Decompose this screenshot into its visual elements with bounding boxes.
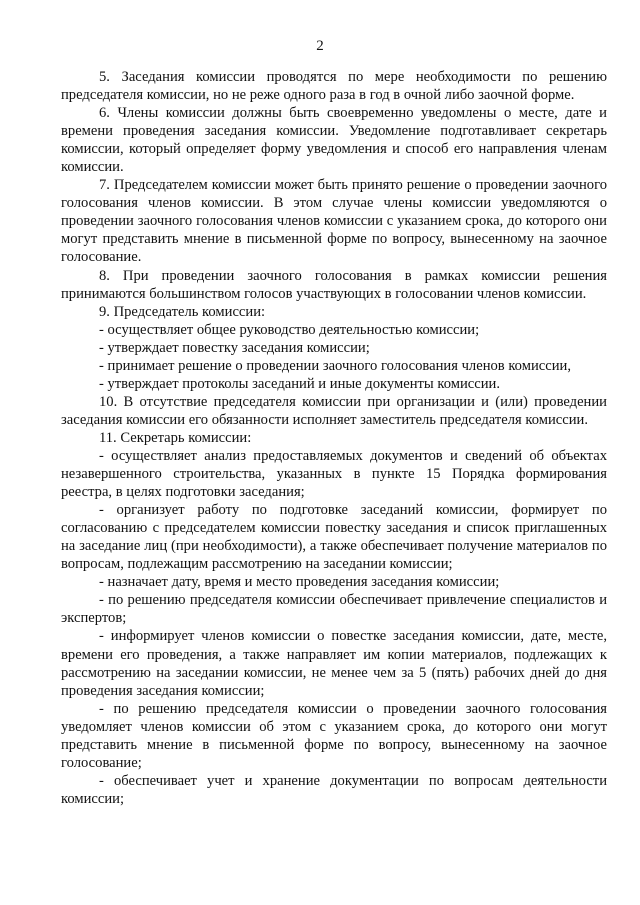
secretary-duty-2: - организует работу по подготовке заседаний комиссии, формирует по согласованию с председателем комиссии повестку заседания и список приглашенных на заседание лиц (при необходимости), а также обеспечивает получение материалов по вопросам, подлежащим рассмотрению на заседании комиссии;: [61, 502, 607, 573]
paragraph-item-11-heading: 11. Секретарь комиссии:: [99, 429, 252, 446]
secretary-duty-3: - назначает дату, время и место проведения заседания комиссии;: [99, 574, 500, 591]
secretary-duty-1: - осуществляет анализ предоставляемых документов и сведений об объектах незавершенного строительства, указанных в пункте 15 Порядка формирования реестра, в целях подготовки заседания;: [61, 447, 607, 501]
secretary-duty-6: - по решению председателя комиссии о проведении заочного голосования уведомляет членов комиссии об этом с указанием срока, до которого они могут представить мнение в письменной форме по вопросу, вынесенному на заочное голосование;: [61, 700, 607, 771]
page-number: 2: [316, 38, 324, 54]
paragraph-item-6: 6. Члены комиссии должны быть своевременно уведомлены о месте, дате и времени проведения заседания комиссии. Уведомление подготавливает секретарь комиссии, который определяет форму уведомления и способ его направления членам комиссии.: [61, 105, 607, 176]
secretary-duty-7: - обеспечивает учет и хранение документации по вопросам деятельности комиссии;: [61, 772, 607, 807]
paragraph-item-9-heading: 9. Председатель комиссии:: [99, 303, 266, 320]
chairman-duty-2: - утверждает повестку заседания комиссии;: [99, 339, 370, 356]
secretary-duty-5: - информирует членов комиссии о повестке заседания комиссии, дате, месте, времени его проведения, а также направляет им копии материалов, подлежащих к рассмотрению на заседании комиссии, не менее чем за 5 (пять) рабочих дней до дня проведения заседания комиссии;: [61, 628, 607, 699]
paragraph-item-8: 8. При проведении заочного голосования в рамках комиссии решения принимаются большинством голосов участвующих в голосовании членов комиссии.: [61, 267, 607, 302]
document-body: [61, 68, 607, 808]
paragraph-item-7: 7. Председателем комиссии может быть принято решение о проведении заочного голосования членов комиссии. В этом случае члены комиссии уведомляются о проведении заочного голосования членов комиссии с указанием срока, до которого они могут представить мнение в письменной форме по вопросу, вынесенному на заочное голосование.: [61, 177, 607, 266]
chairman-duty-1: - осуществляет общее руководство деятельностью комиссии;: [99, 321, 480, 338]
chairman-duty-4: - утверждает протоколы заседаний и иные документы комиссии.: [99, 375, 501, 392]
chairman-duty-3: - принимает решение о проведении заочного голосования членов комиссии,: [99, 357, 571, 374]
paragraph-item-10: 10. В отсутствие председателя комиссии при организации и (или) проведении заседания комиссии его обязанности исполняет заместитель председателя комиссии.: [61, 393, 607, 428]
paragraph-item-5: 5. Заседания комиссии проводятся по мере необходимости по решению председателя комиссии, но не реже одного раза в год в очной либо заочной форме.: [61, 69, 607, 104]
secretary-duty-4: - по решению председателя комиссии обеспечивает привлечение специалистов и экспертов;: [61, 592, 607, 627]
